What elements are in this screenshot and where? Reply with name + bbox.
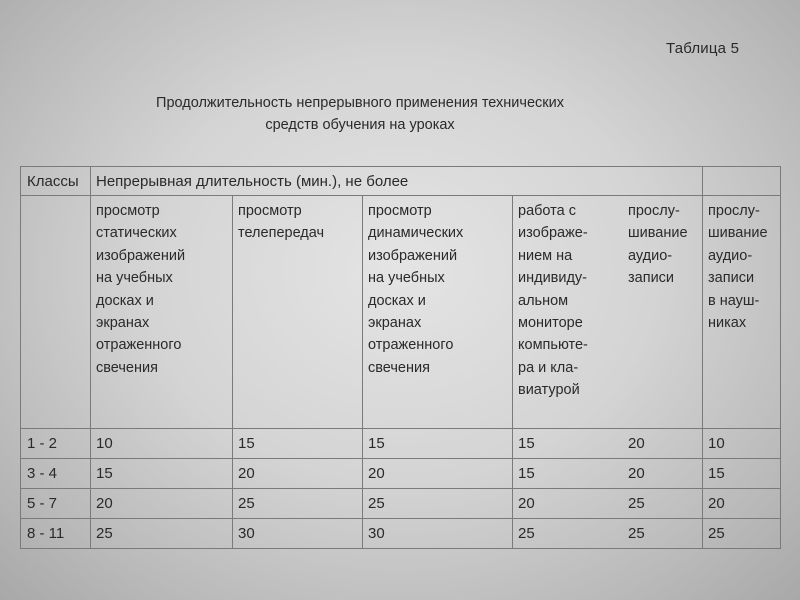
- col-headphones-listening: прослу- шивание аудио- записи в науш- никах: [703, 196, 781, 429]
- cell-headphones: 25: [703, 519, 781, 549]
- table-row: [21, 519, 781, 549]
- cell-monitor-audio: [513, 429, 703, 459]
- col-monitor-and-audio: [513, 196, 703, 429]
- cell-monitor: 25: [518, 525, 535, 542]
- col-audio-listening: прослу- шивание аудио- записи: [628, 203, 688, 287]
- cell-dynamic: 20: [363, 459, 513, 489]
- duration-table: [20, 166, 781, 549]
- cell-monitor-audio: [513, 459, 703, 489]
- table-subheader-row: [21, 196, 781, 429]
- table-number-label: Таблица 5: [666, 40, 740, 57]
- header-classes: Классы: [21, 167, 91, 196]
- cell-tv: 30: [233, 519, 363, 549]
- cell-monitor: 15: [518, 435, 535, 452]
- cell-headphones: 15: [703, 459, 781, 489]
- cell-dynamic: 25: [363, 489, 513, 519]
- table-row: [21, 489, 781, 519]
- cell-audio: 20: [628, 435, 645, 452]
- row-classes: 5 - 7: [21, 489, 91, 519]
- row-classes: 1 - 2: [21, 429, 91, 459]
- cell-tv: 15: [233, 429, 363, 459]
- cell-monitor-audio: [513, 519, 703, 549]
- cell-headphones: 20: [703, 489, 781, 519]
- header-empty-cell: [703, 167, 781, 196]
- row-classes: 3 - 4: [21, 459, 91, 489]
- cell-static: 10: [91, 429, 233, 459]
- cell-tv: 20: [233, 459, 363, 489]
- cell-static: 25: [91, 519, 233, 549]
- cell-static: 20: [91, 489, 233, 519]
- cell-static: 15: [91, 459, 233, 489]
- subheader-empty-cell: [21, 196, 91, 429]
- row-classes: 8 - 11: [21, 519, 91, 549]
- cell-monitor: 15: [518, 465, 535, 482]
- col-monitor-work: работа с изображе- нием на индивиду- альном мониторе компьюте- ра и кла- виатурой: [518, 203, 588, 399]
- cell-audio: 25: [628, 495, 645, 512]
- table-title: [120, 92, 600, 136]
- cell-audio: 25: [628, 525, 645, 542]
- table-row: [21, 429, 781, 459]
- header-duration: Непрерывная длительность (мин.), не более: [91, 167, 703, 196]
- cell-monitor-audio: [513, 489, 703, 519]
- cell-monitor: 20: [518, 495, 535, 512]
- cell-tv: 25: [233, 489, 363, 519]
- table-title-line-2: средств обучения на уроках: [265, 117, 455, 133]
- cell-audio: 20: [628, 465, 645, 482]
- col-static-images: просмотр статических изображений на учебных досках и экранах отраженного свечения: [91, 196, 233, 429]
- col-dynamic-images: просмотр динамических изображений на учебных досках и экранах отраженного свечения: [363, 196, 513, 429]
- col-tv-viewing: просмотр телепередач: [233, 196, 363, 429]
- table-row: [21, 459, 781, 489]
- cell-headphones: 10: [703, 429, 781, 459]
- cell-dynamic: 30: [363, 519, 513, 549]
- table-title-line-1: Продолжительность непрерывного применения технических: [156, 95, 564, 111]
- table-header-row: [21, 167, 781, 196]
- cell-dynamic: 15: [363, 429, 513, 459]
